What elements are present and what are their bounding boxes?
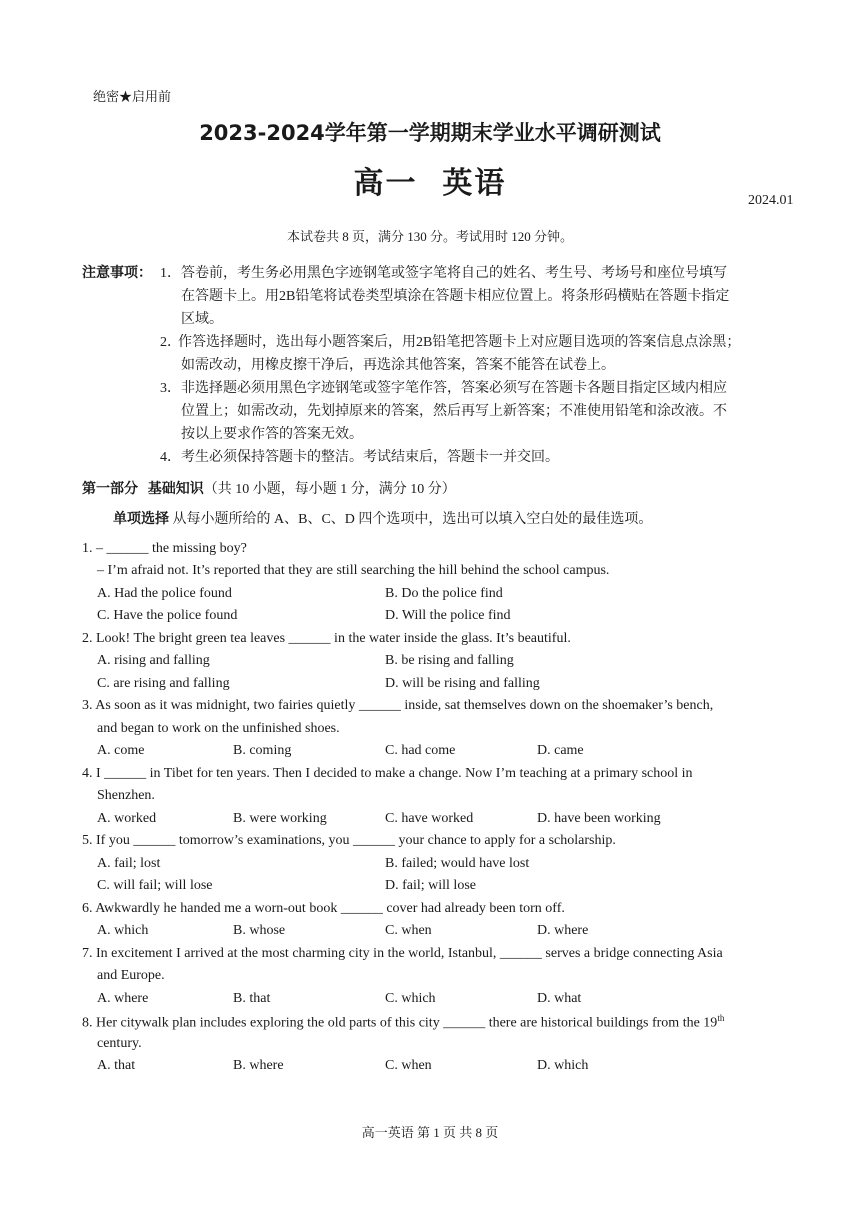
option-c: C. have worked (385, 811, 474, 826)
question-line: and Europe. (97, 968, 165, 983)
option-a: A. rising and falling (97, 653, 210, 668)
notice-line: 考生必须保持答题卡的整洁。考试结束后，答题卡一并交回。 (181, 450, 559, 465)
notice-line: 在答题卡上。用2B铅笔将试卷类型填涂在答题卡相应位置上。将条形码横贴在答题卡指定 (181, 289, 730, 304)
exam-subject: 高一 英语 (353, 166, 507, 201)
question-text: 8. Her citywalk plan includes exploring the old parts of this city ______ there are historical buildings from the 19 (82, 1015, 718, 1031)
page-footer: 高一英语 第 1 页 共 8 页 (361, 1125, 499, 1140)
notice-label: 注意事项： (82, 265, 152, 281)
option-d: D. will be rising and falling (385, 676, 540, 691)
option-b: B. that (233, 991, 271, 1006)
option-a: A. that (97, 1058, 136, 1073)
option-b: B. coming (233, 743, 292, 758)
question-line (82, 1013, 724, 1032)
option-a: A. come (97, 743, 145, 758)
option-c: C. when (385, 1058, 432, 1073)
section-instruction (113, 508, 652, 528)
question-line: 7. In excitement I arrived at the most charming city in the world, Istanbul, ______ serves a bridge connecting Asia (82, 946, 723, 961)
exam-date: 2024.01 (748, 193, 794, 208)
option-d: D. where (537, 923, 589, 938)
section-heading (82, 478, 456, 498)
question-line: 4. I ______ in Tibet for ten years. Then I decided to make a change. Now I’m teaching at a primary school in (82, 766, 693, 781)
option-c: C. will fail; will lose (97, 878, 213, 893)
section-title: 第一部分 基础知识 (82, 481, 204, 497)
notice-line: 区域。 (181, 312, 223, 327)
notice-line: 位置上；如需改动，先划掉原来的答案，然后再写上新答案；不准使用铅笔和涂改液。不 (181, 404, 727, 419)
exam-info: 本试卷共 8 页，满分 130 分。考试用时 120 分钟。 (286, 229, 573, 244)
option-d: D. which (537, 1058, 589, 1073)
notice-line: 非选择题必须用黑色字迹钢笔或签字笔作答，答案必须写在答题卡各题目指定区域内相应 (181, 381, 727, 396)
option-d: D. Will the police find (385, 608, 511, 623)
option-b: B. where (233, 1058, 284, 1073)
superscript: th (717, 1013, 725, 1023)
option-d: D. fail; will lose (385, 878, 476, 893)
option-b: B. Do the police find (385, 586, 503, 601)
notice-line: 答卷前，考生务必用黑色字迹钢笔或签字笔将自己的姓名、考生号、考场号和座位号填写 (181, 266, 727, 281)
option-b: B. be rising and falling (385, 653, 514, 668)
option-c: C. had come (385, 743, 456, 758)
option-a: A. fail; lost (97, 856, 161, 871)
instruction-text: 从每小题所给的 A、B、C、D 四个选项中，选出可以填入空白处的最佳选项。 (169, 512, 653, 527)
notice-num-3: 3． (160, 381, 181, 396)
question-line: 6. Awkwardly he handed me a worn-out book ______ cover had already been torn off. (82, 901, 565, 916)
option-d: D. have been working (537, 811, 661, 826)
question-line: 3. As soon as it was midnight, two fairies quietly ______ inside, sat themselves down on the shoemaker’s bench, (82, 698, 714, 713)
question-line: 2. Look! The bright green tea leaves ______ in the water inside the glass. It’s beautiful. (82, 631, 571, 646)
question-line: 1. – ______ the missing boy? (82, 541, 247, 556)
instruction-label: 单项选择 (113, 511, 169, 527)
option-a: A. where (97, 991, 149, 1006)
notice-num-1: 1． (160, 266, 181, 281)
question-line: 5. If you ______ tomorrow’s examinations, you ______ your chance to apply for a scholarship. (82, 833, 616, 848)
option-b: B. failed; would have lost (385, 856, 530, 871)
question-line: Shenzhen. (97, 788, 155, 803)
notice-num-4: 4． (160, 450, 181, 465)
notice-line: 按以上要求作答的答案无效。 (181, 427, 363, 442)
question-line: century. (97, 1036, 142, 1051)
confidential-mark: 绝密★启用前 (93, 89, 172, 104)
option-c: C. Have the police found (97, 608, 238, 623)
notice-line: 如需改动，用橡皮擦干净后，再选涂其他答案，答案不能答在试卷上。 (181, 358, 615, 373)
notice-num-2: 2． (160, 335, 181, 350)
option-b: B. whose (233, 923, 286, 938)
option-d: D. came (537, 743, 584, 758)
option-c: C. are rising and falling (97, 676, 230, 691)
option-c: C. when (385, 923, 432, 938)
option-a: A. which (97, 923, 149, 938)
question-line: – I’m afraid not. It’s reported that they are still searching the hill behind the school campus. (97, 563, 610, 578)
option-a: A. worked (97, 811, 157, 826)
option-b: B. were working (233, 811, 327, 826)
option-d: D. what (537, 991, 582, 1006)
question-line: and began to work on the unfinished shoes. (97, 721, 340, 736)
section-detail: （共 10 小题，每小题 1 分，满分 10 分） (203, 482, 456, 497)
option-c: C. which (385, 991, 436, 1006)
notice-line: 作答选择题时，选出每小题答案后，用2B铅笔把答题卡上对应题目选项的答案信息点涂黑； (178, 335, 741, 350)
option-a: A. Had the police found (97, 586, 232, 601)
exam-title: 2023-2024学年第一学期期末学业水平调研测试 (199, 121, 661, 145)
